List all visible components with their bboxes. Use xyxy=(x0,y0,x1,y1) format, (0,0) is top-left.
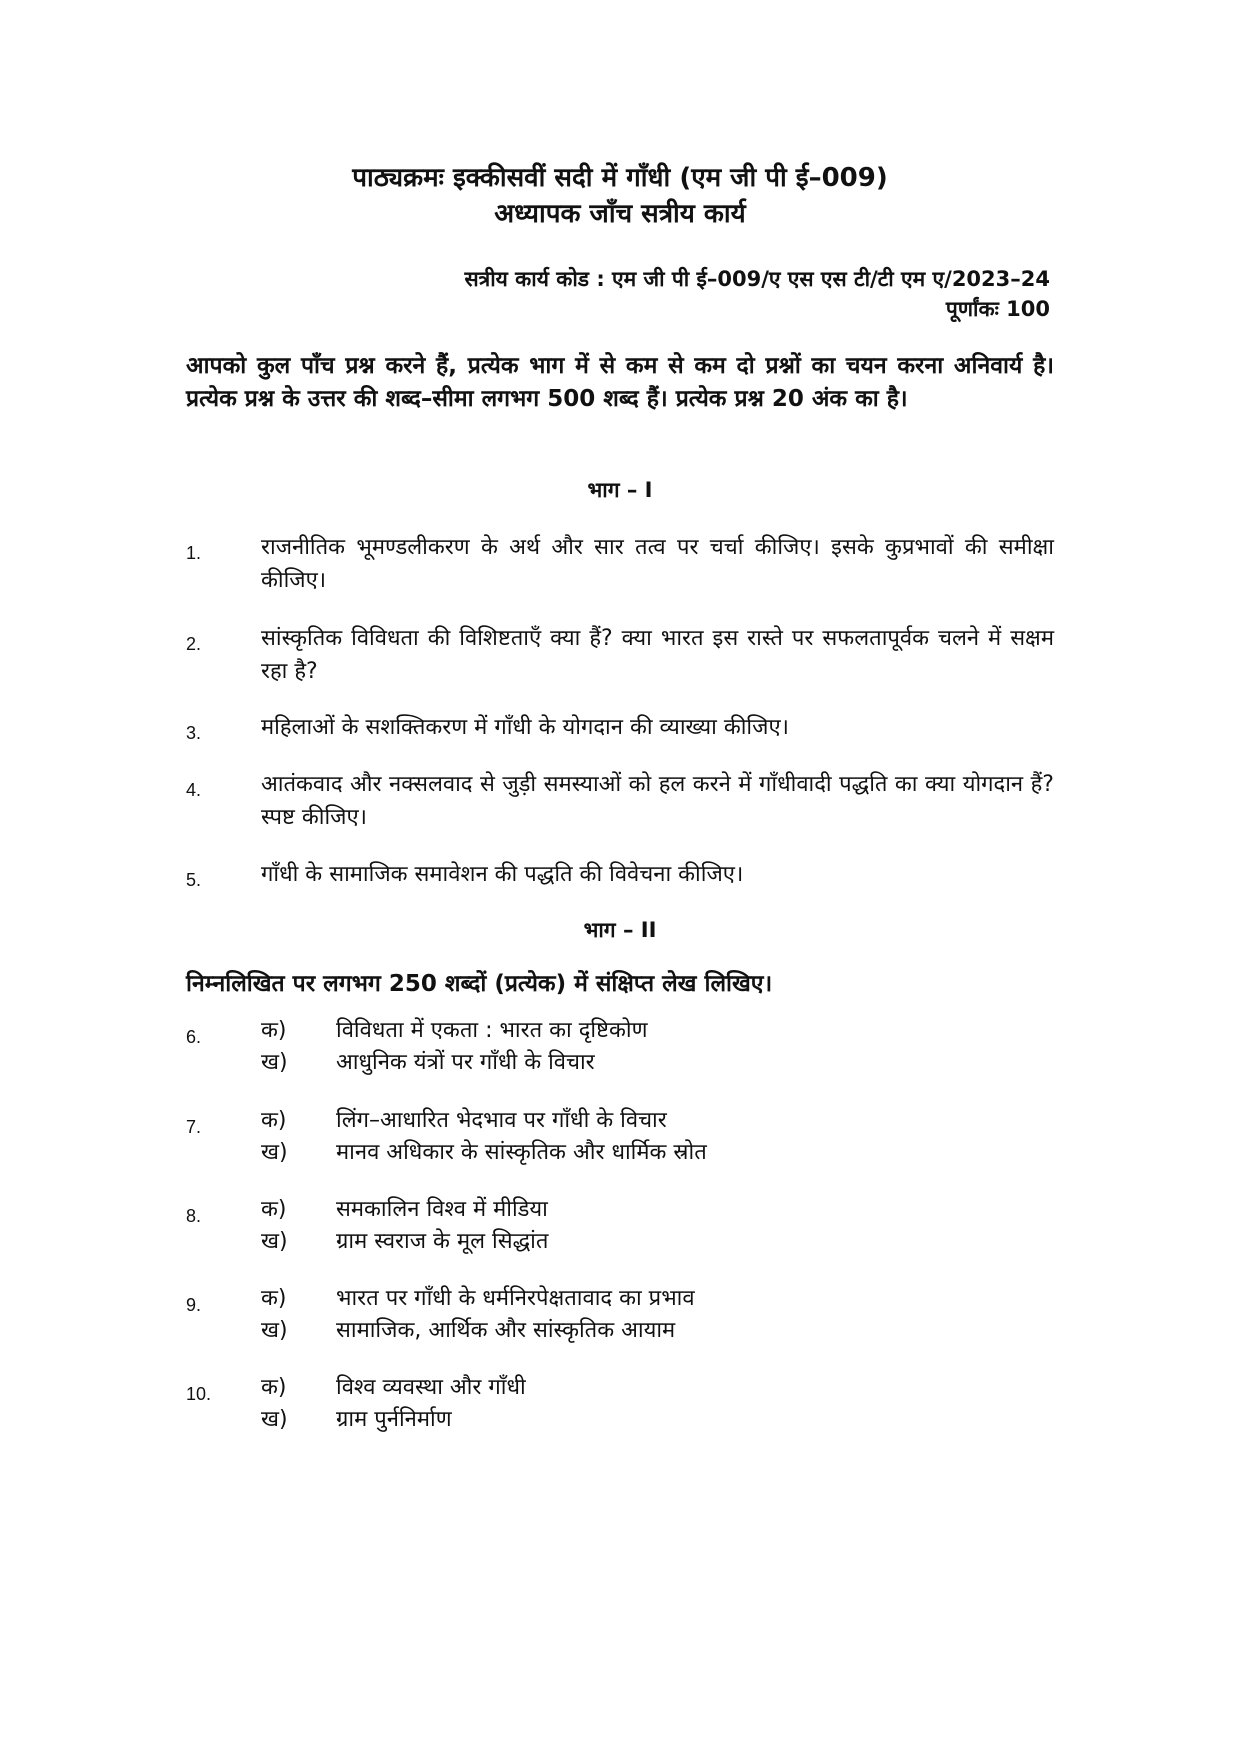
max-marks: पूर्णांकः 100 xyxy=(945,297,1050,321)
question-5 xyxy=(186,858,1054,891)
sub-question-b xyxy=(186,1404,1054,1436)
sub-label: ख) xyxy=(261,1140,288,1165)
general-instructions: आपको कुल पाँच प्रश्न करने हैं, प्रत्येक भाग में से कम से कम दो प्रश्नों का चयन करना अनिवार्य है। प्रत्येक प्रश्न के उत्तर की शब्द–सीमा लगभग 500 शब्द हैं। प्रत्येक प्रश्न 20 अंक का है। xyxy=(186,353,1054,412)
question-number: 3. xyxy=(186,723,202,743)
question-text: राजनीतिक भूमण्डलीकरण के अर्थ और सार तत्व पर चर्चा कीजिए। इसके कुप्रभावों की समीक्षा कीजिए। xyxy=(261,535,1054,593)
assignment-type-title: अध्यापक जाँच सत्रीय कार्य xyxy=(494,199,746,229)
question-1 xyxy=(186,531,1054,597)
question-text: आतंकवाद और नक्सलवाद से जुड़ी समस्याओं को हल करने में गाँधीवादी पद्धति का क्या योगदान हैं? स्पष्ट कीजिए। xyxy=(261,772,1054,830)
question-number: 6. xyxy=(186,1027,202,1047)
part-1-heading: भाग – I xyxy=(587,478,653,502)
sub-text: सामाजिक, आर्थिक और सांस्कृतिक आयाम xyxy=(336,1318,676,1343)
sub-text: विश्व व्यवस्था और गाँधी xyxy=(336,1375,526,1400)
sub-question-b xyxy=(186,1315,1054,1347)
sub-text: मानव अधिकार के सांस्कृतिक और धार्मिक स्रोत xyxy=(336,1140,707,1165)
question-number: 1. xyxy=(186,543,202,563)
sub-question-a xyxy=(186,1372,1054,1404)
question-number: 9. xyxy=(186,1295,202,1315)
part-2-instruction: निम्नलिखित पर लगभग 250 शब्दों (प्रत्येक) में संक्षिप्त लेख लिखिए। xyxy=(186,971,773,997)
sub-label: क) xyxy=(261,1375,287,1400)
sub-question-b xyxy=(186,1137,1054,1169)
question-number: 2. xyxy=(186,634,202,654)
sub-label: क) xyxy=(261,1018,287,1043)
sub-label: ख) xyxy=(261,1318,288,1343)
question-10 xyxy=(186,1372,1054,1436)
question-9 xyxy=(186,1283,1054,1347)
question-text: गाँधी के सामाजिक समावेशन की पद्धति की विवेचना कीजिए। xyxy=(261,862,744,887)
assignment-code: सत्रीय कार्य कोड : एम जी पी ई–009/ए एस एस टी/टी एम ए/2023–24 xyxy=(464,267,1050,291)
sub-question-a xyxy=(186,1105,1054,1137)
question-4 xyxy=(186,768,1054,834)
sub-text: समकालिन विश्व में मीडिया xyxy=(336,1197,548,1222)
question-number: 10. xyxy=(186,1384,212,1404)
question-2 xyxy=(186,622,1054,688)
sub-text: लिंग–आधारित भेदभाव पर गाँधी के विचार xyxy=(336,1108,667,1133)
question-7 xyxy=(186,1105,1054,1169)
sub-question-a xyxy=(186,1283,1054,1315)
sub-text: आधुनिक यंत्रों पर गाँधी के विचार xyxy=(336,1050,595,1075)
sub-label: ख) xyxy=(261,1050,288,1075)
sub-question-b xyxy=(186,1047,1054,1079)
question-text: सांस्कृतिक विविधता की विशिष्टताएँ क्या हैं? क्या भारत इस रास्ते पर सफलतापूर्वक चलने में सक्षम रहा है? xyxy=(261,626,1054,684)
question-text: महिलाओं के सशक्तिकरण में गाँधी के योगदान की व्याख्या कीजिए। xyxy=(261,715,789,740)
sub-label: ख) xyxy=(261,1407,288,1432)
sub-text: विविधता में एकता : भारत का दृष्टिकोण xyxy=(336,1018,648,1043)
sub-label: क) xyxy=(261,1197,287,1222)
part-2-heading: भाग – II xyxy=(583,918,657,942)
sub-text: ग्राम स्वराज के मूल सिद्धांत xyxy=(336,1229,549,1254)
question-number: 7. xyxy=(186,1117,202,1137)
question-8 xyxy=(186,1194,1054,1258)
question-number: 8. xyxy=(186,1206,202,1226)
question-number: 5. xyxy=(186,870,202,890)
question-number: 4. xyxy=(186,780,202,800)
sub-label: ख) xyxy=(261,1229,288,1254)
sub-text: ग्राम पुर्ननिर्माण xyxy=(336,1407,452,1432)
question-3 xyxy=(186,711,1054,744)
sub-question-a xyxy=(186,1194,1054,1226)
sub-question-b xyxy=(186,1226,1054,1258)
sub-text: भारत पर गाँधी के धर्मनिरपेक्षतावाद का प्रभाव xyxy=(336,1286,695,1311)
sub-label: क) xyxy=(261,1108,287,1133)
course-title: पाठ्यक्रमः इक्कीसवीं सदी में गाँधी (एम जी पी ई–009) xyxy=(352,163,888,193)
sub-label: क) xyxy=(261,1286,287,1311)
question-6 xyxy=(186,1015,1054,1079)
sub-question-a xyxy=(186,1015,1054,1047)
